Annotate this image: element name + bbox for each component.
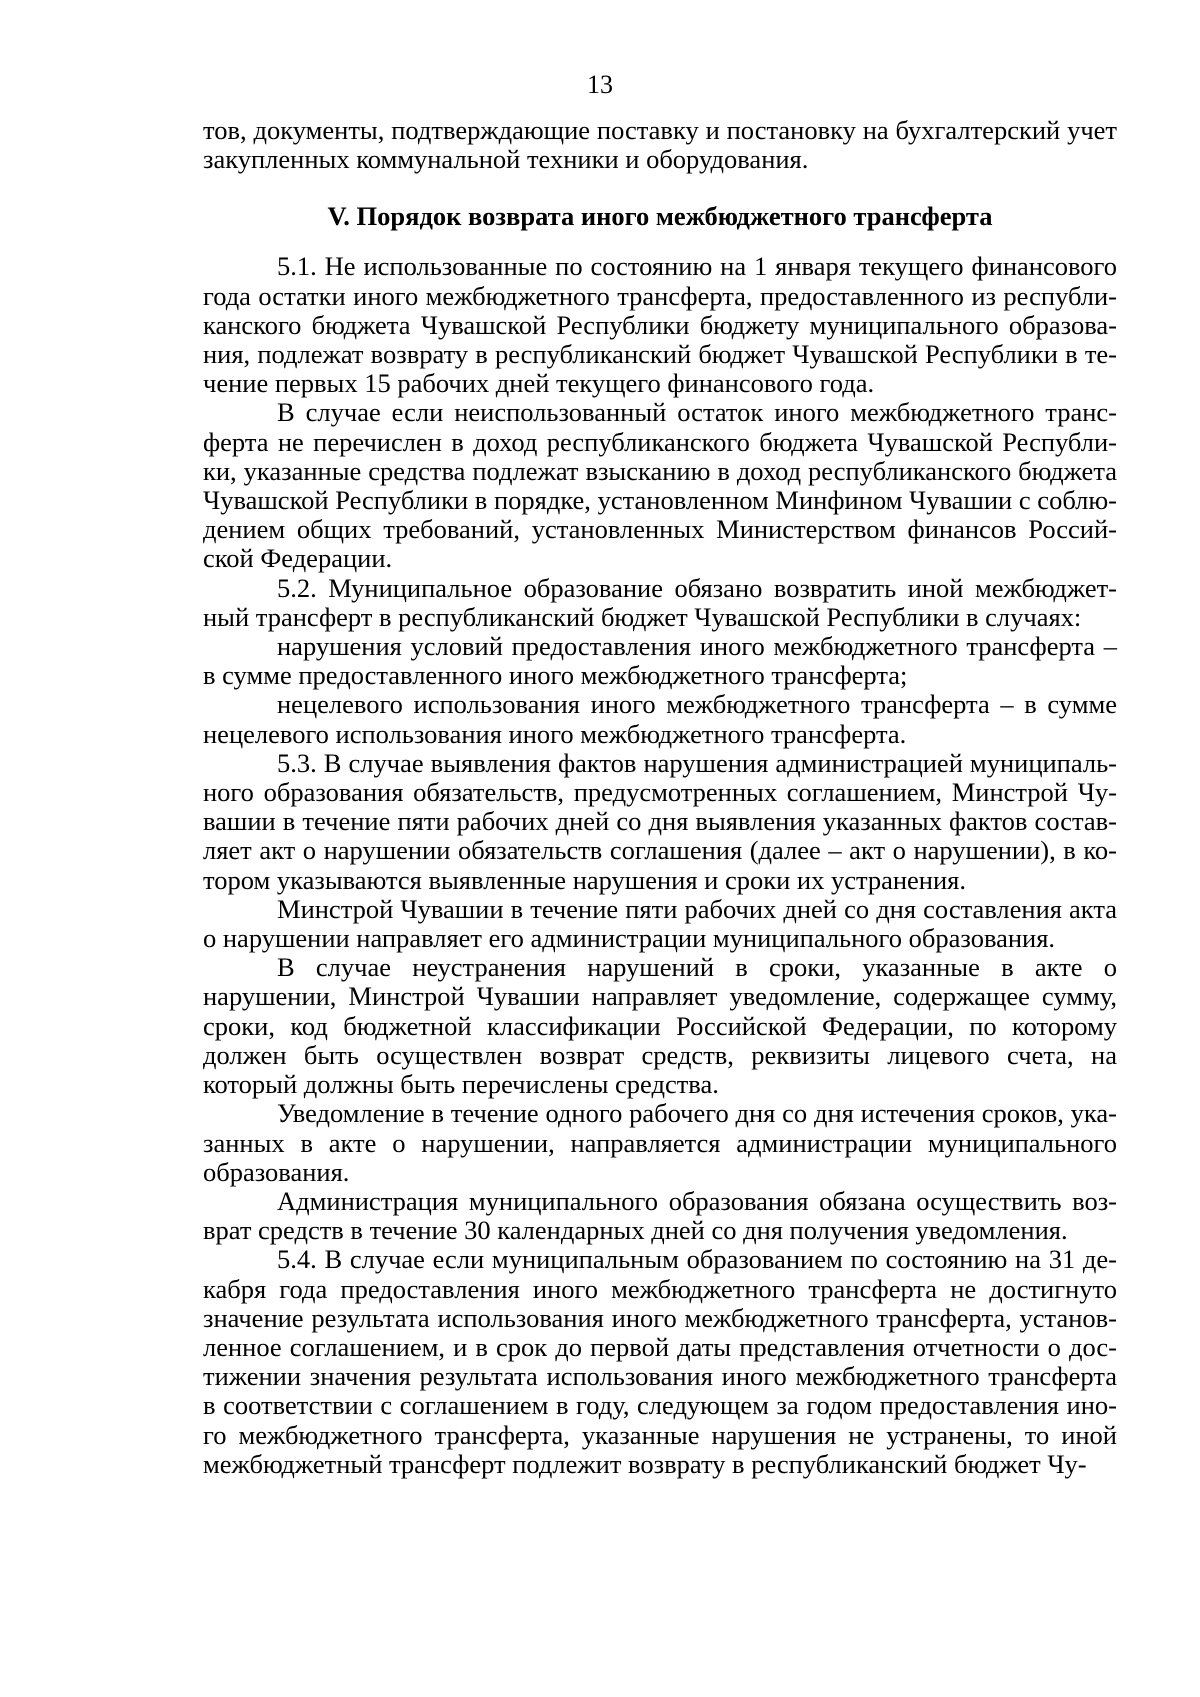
paragraph-notification-timing: Уведомление в течение одного рабочего дня со дня истечения сроков, указанных в акте о нарушении, направляется администрации муниципального образования. <box>203 1098 1117 1187</box>
paragraph-notification: В случае неустранения нарушений в сроки, указанные в акте о нарушении, Минстрой Чувашии направляет уведомление, содержащее сумму, сроки, код бюджетной классификации Российской Федерации, по которому должен быть осуществлен возврат средств, реквизиты лицевого счета, на который должны быть перечислены средства. <box>203 952 1117 1100</box>
paragraph-refund-obligation: Администрация муниципального образования обязана осуществить возврат средств в течение 30 календарных дней со дня получения уведомления. <box>203 1185 1117 1246</box>
paragraph-5-2: 5.2. Муниципальное образование обязано возвратить иной межбюджетный трансферт в республиканский бюджет Чувашской Республики в случаях: <box>203 572 1117 632</box>
page-number: 13 <box>587 70 613 99</box>
paragraph-5-3: 5.3. В случае выявления фактов нарушения администрацией муниципального образования обязательств, предусмотренных соглашением, Минстрой Чувашии в течение пяти рабочих дней со дня выявления указанных фактов составляет акт о нарушении обязательств соглашения (далее – акт о нарушении), в котором указываются выявленные нарушения и сроки их устранения. <box>203 747 1117 895</box>
paragraph-5-1: 5.1. Не использованные по состоянию на 1 января текущего финансового года остатки иного межбюджетного трансферта, предоставленного из республиканского бюджета Чувашской Республики бюджету муниципального образования, подлежат возврату в республиканский бюджет Чувашской Республики в течение первых 15 рабочих дней текущего финансового года. <box>203 251 1117 399</box>
paragraph-untransferred-balance: В случае если неиспользованный остаток иного межбюджетного трансферта не перечислен в доход республиканского бюджета Чувашской Республики, указанные средства подлежат взысканию в доход республиканского бюджета Чувашской Республики в порядке, установленном Минфином Чувашии с соблюдением общих требований, установленных Министерством финансов Российской Федерации. <box>203 397 1117 574</box>
section-title: V. Порядок возврата иного межбюджетного трансферта <box>327 201 993 232</box>
intro-paragraph: тов, документы, подтверждающие поставку и постановку на бухгалтерский учет закупленных коммунальной техники и оборудования. <box>203 115 1117 175</box>
paragraph-case-violation: нарушения условий предоставления иного межбюджетного трансферта – в сумме предоставленного иного межбюджетного трансферта; <box>203 631 1117 691</box>
paragraph-act-delivery: Минстрой Чувашии в течение пяти рабочих дней со дня составления акта о нарушении направляет его администрации муниципального образования. <box>203 893 1117 954</box>
paragraph-5-4: 5.4. В случае если муниципальным образованием по состоянию на 31 декабря года предоставления иного межбюджетного трансферта не достигнуто значение результата использования иного межбюджетного трансферта, установленное соглашением, и в срок до первой даты представления отчетности о достижении значения результата использования иного межбюджетного трансферта в соответствии с соглашением в году, следующем за годом предоставления иного межбюджетного трансферта, указанные нарушения не устранены, то иной межбюджетный трансферт подлежит возврату в республиканский бюджет Чу- <box>203 1244 1117 1479</box>
document-body <box>203 116 1117 1479</box>
paragraph-case-misuse: нецелевого использования иного межбюджетного трансферта – в сумме нецелевого использования иного межбюджетного трансферта. <box>203 689 1117 749</box>
